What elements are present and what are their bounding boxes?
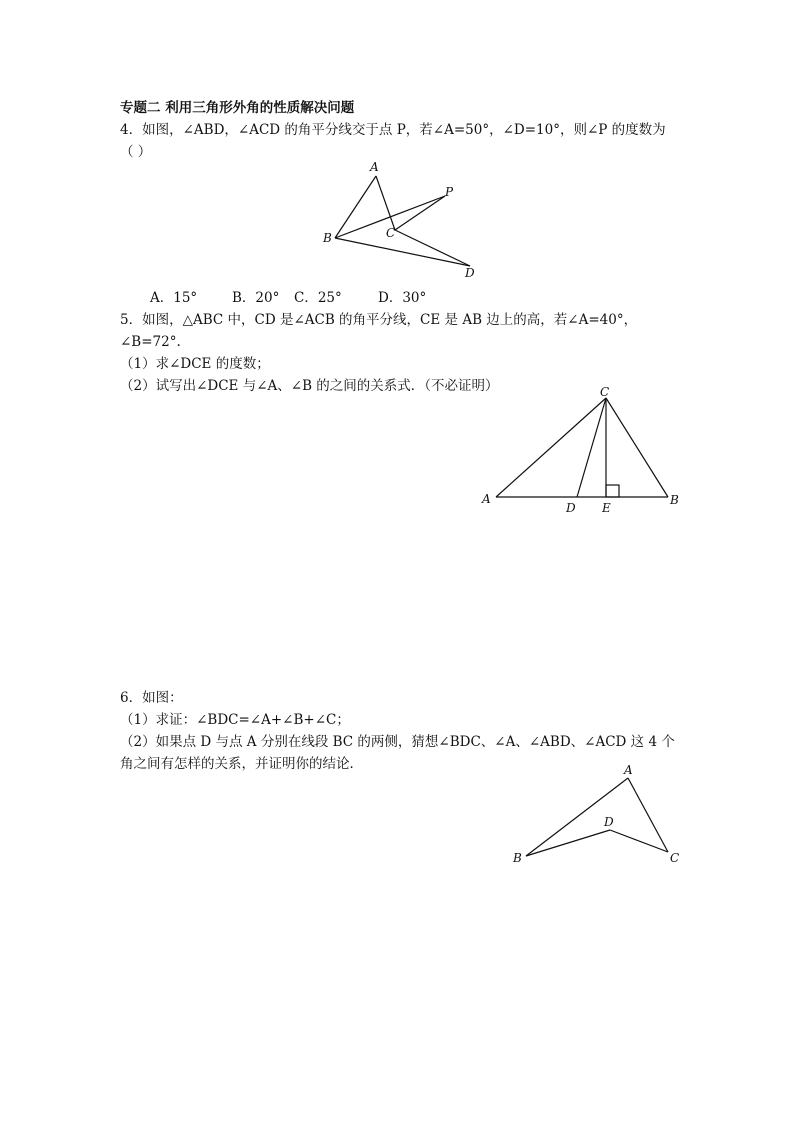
q5-figure [478, 386, 688, 518]
q4-choice-a: A．15° [150, 290, 198, 306]
q4-choice-b: B．20° [232, 290, 280, 306]
q6-segment-bd [526, 830, 610, 856]
q5-label-b: B [670, 493, 679, 507]
q6-label-d: D [604, 815, 614, 829]
q5-label-e: E [602, 501, 611, 515]
q5-label-d: D [566, 501, 576, 515]
q5-label-a: A [482, 492, 491, 506]
q5-stem-line2: ∠B=72°. [120, 334, 181, 350]
q4-choice-c: C．25° [294, 290, 342, 306]
q4-stem-line2: （ ） [120, 144, 152, 160]
q6-figure [510, 760, 690, 870]
q4-choice-d: D．30° [378, 290, 427, 306]
q6-segment-ac [628, 778, 668, 852]
q4-label-c: C [386, 226, 396, 240]
q5-stem-line1: 5．如图，△ABC 中，CD 是∠ACB 的角平分线，CE 是 AB 边上的高，若∠A=40°， [120, 312, 638, 328]
q6-part2-line1: （2）如果点 D 与点 A 分别在线段 BC 的两侧，猜想∠BDC、∠A、∠ABD、∠ACD 这 4 个 [120, 734, 675, 750]
q4-label-a: A [370, 160, 379, 174]
q5-part2: （2）试写出∠DCE 与∠A、∠B 的之间的关系式．（不必证明） [120, 378, 499, 394]
q6-segment-dc [610, 830, 668, 852]
section-title: 专题二 利用三角形外角的性质解决问题 [120, 100, 355, 116]
q6-part2-line2: 角之间有怎样的关系，并证明你的结论． [120, 756, 363, 772]
q5-segment-ac [496, 398, 606, 497]
q4-stem-line1: 4．如图，∠ABD，∠ACD 的角平分线交于点 P，若∠A=50°，∠D=10°，则∠P 的度数为 [120, 122, 666, 138]
q4-segment-ac [376, 176, 395, 230]
q6-stem: 6．如图： [120, 690, 183, 706]
q4-label-b: B [323, 231, 332, 245]
q5-segment-cd [577, 398, 606, 497]
q5-right-angle-mark [606, 485, 619, 497]
q4-segment-cd [395, 230, 470, 266]
q6-label-c: C [670, 851, 680, 865]
q4-segment-ab [335, 176, 376, 238]
q5-label-c: C [600, 385, 610, 399]
q4-label-d: D [465, 266, 475, 280]
q4-segment-bd [335, 238, 470, 266]
q6-label-b: B [513, 851, 522, 865]
q6-label-a: A [624, 763, 633, 777]
q4-choices [150, 288, 426, 308]
q4-segment-cp [395, 196, 445, 230]
q4-figure [320, 158, 490, 283]
q6-part1: （1）求证：∠BDC=∠A+∠B+∠C； [120, 712, 350, 728]
q4-label-p: P [445, 185, 454, 199]
q5-segment-bc [606, 398, 668, 497]
q5-part1: （1）求∠DCE 的度数； [120, 356, 270, 372]
